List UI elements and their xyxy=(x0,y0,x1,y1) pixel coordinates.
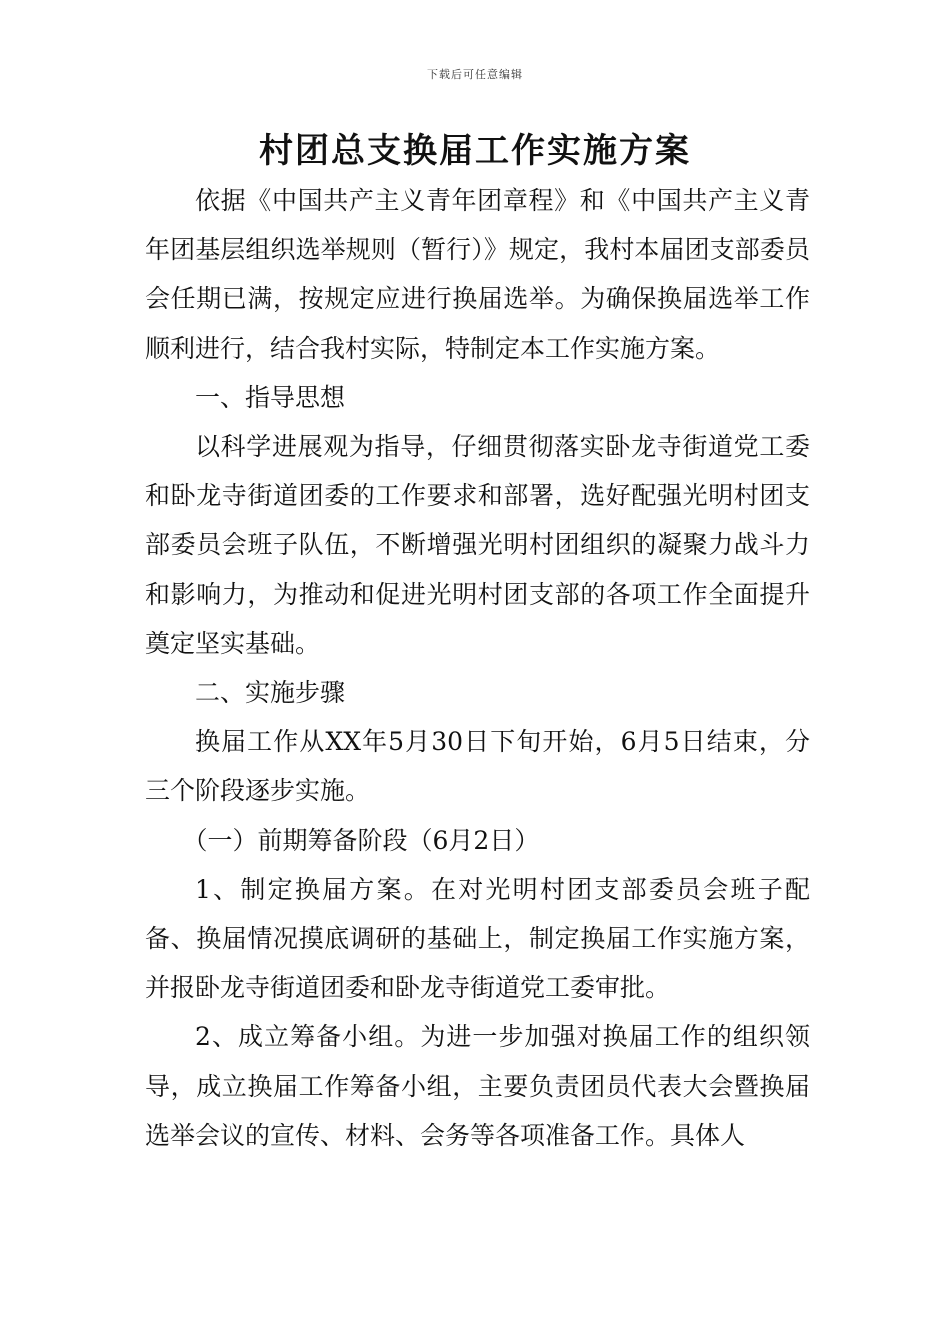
document-title: 村团总支换届工作实施方案 xyxy=(259,131,691,171)
item1-paragraph: 1、制定换届方案。在对光明村团支部委员会班子配备、换届情况摸底调研的基础上，制定换届工作实施方案，并报卧龙寺街道团委和卧龙寺街道党工委审批。 xyxy=(145,874,810,1003)
section1-heading: 一、指导思想 xyxy=(195,382,346,412)
item2-paragraph: 2、成立筹备小组。为进一步加强对换届工作的组织领导，成立换届工作筹备小组，主要负责团员代表大会暨换届选举会议的宣传、材料、会务等各项准备工作。具体人 xyxy=(145,1022,810,1150)
stage1-heading: （一）前期筹备阶段（6月2日） xyxy=(182,825,540,855)
header-note: 下载后可任意编辑 xyxy=(427,68,523,81)
section1-paragraph: 以科学进展观为指导，仔细贯彻落实卧龙寺街道党工委和卧龙寺街道团委的工作要求和部署，选好配强光明村团支部委员会班子队伍，不断增强光明村团组织的凝聚力战斗力和影响力，为推动和促进光明村团支部的各项工作全面提升奠定坚实基础。 xyxy=(145,432,810,658)
section2-heading: 二、实施步骤 xyxy=(195,678,346,708)
document-body xyxy=(145,176,810,1160)
section2-paragraph: 换届工作从XX年5月30日下旬开始，6月5日结束，分三个阶段逐步实施。 xyxy=(145,727,810,806)
intro-paragraph: 依据《中国共产主义青年团章程》和《中国共产主义青年团基层组织选举规则（暂行）》规定，我村本届团支部委员会任期已满，按规定应进行换届选举。为确保换届选举工作顺利进行，结合我村实际，特制定本工作实施方案。 xyxy=(145,186,810,363)
